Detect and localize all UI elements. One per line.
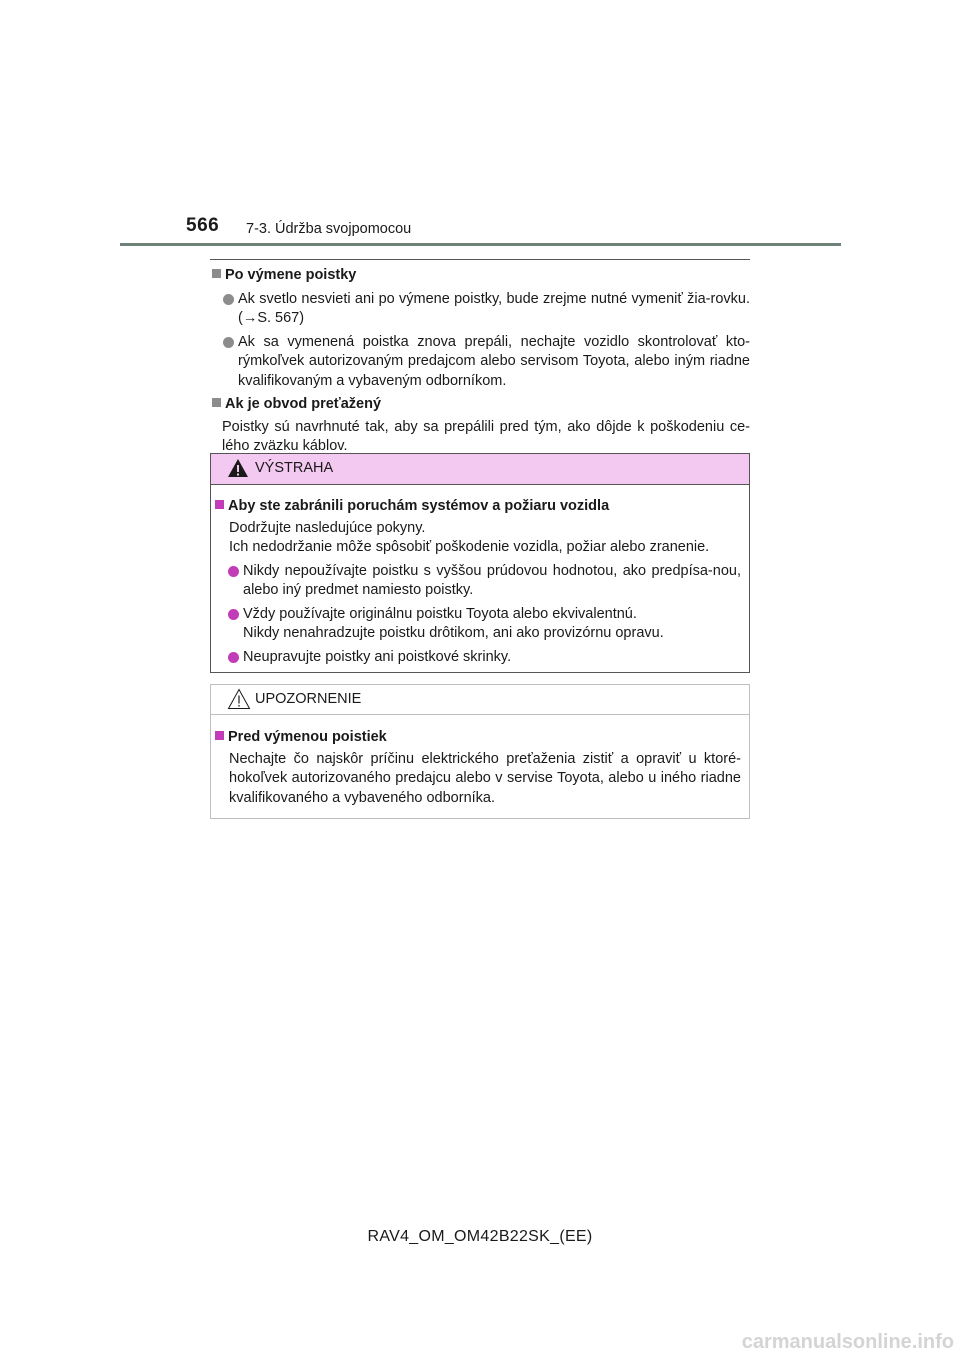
square-bullet-icon — [212, 269, 221, 278]
main-content — [210, 266, 750, 457]
caution-box — [210, 684, 750, 819]
section-divider — [210, 259, 750, 260]
heading-overloaded-circuit: Ak je obvod preťažený — [210, 395, 750, 415]
caution-heading: Pred výmenou poistiek — [211, 728, 741, 748]
list-item: Nikdy nepoužívajte poistku s vyššou prúdovou hodnotou, ako predpísa-nou, alebo iný predmet namiesto poistky. — [211, 562, 741, 601]
round-bullet-icon — [228, 652, 239, 663]
square-bullet-icon — [215, 500, 224, 509]
watermark: carmanualsonline.info — [741, 1331, 954, 1353]
square-bullet-icon — [215, 731, 224, 740]
warning-box — [210, 453, 750, 673]
round-bullet-icon — [228, 566, 239, 577]
warning-heading: Aby ste zabránili poruchám systémov a požiaru vozidla — [211, 497, 741, 517]
overloaded-text: Poistky sú navrhnuté tak, aby sa prepálili pred tým, ako dôjde k poškodeniu ce-lého zväzku káblov. — [222, 418, 750, 454]
warning-header — [211, 454, 749, 485]
round-bullet-icon — [228, 609, 239, 620]
list-item: Neupravujte poistky ani poistkové skrinky. — [211, 648, 741, 668]
header-rule — [120, 243, 841, 246]
list-item: Ak sa vymenená poistka znova prepáli, nechajte vozidlo skontrolovať kto-rýmkoľvek autorizovaným predajcom alebo servisom Toyota, alebo iným riadne kvalifikovaným a vybaveným odborníkom. — [210, 333, 750, 392]
round-bullet-icon — [223, 337, 234, 348]
warning-title: VÝSTRAHA — [255, 460, 334, 476]
section-title: 7-3. Údržba svojpomocou — [246, 221, 412, 237]
document-code: RAV4_OM_OM42B22SK_(EE) — [367, 1228, 593, 1245]
list-item: Ak svetlo nesvieti ani po výmene poistky, bude zrejme nutné vymeniť žia-rovku. (→S. 567) — [210, 290, 750, 329]
list-item: Vždy používajte originálnu poistku Toyota alebo ekvivalentnú. Nikdy nenahradzujte poistku drôtikom, ani ako provizórnu opravu. — [211, 605, 741, 644]
square-bullet-icon — [212, 398, 221, 407]
page-number: 566 — [186, 215, 220, 236]
caution-triangle-icon — [227, 688, 251, 710]
warning-body — [211, 485, 749, 667]
round-bullet-icon — [223, 294, 234, 305]
caution-title: UPOZORNENIE — [255, 691, 362, 707]
caution-header — [211, 685, 749, 715]
warning-intro: Dodržujte nasledujúce pokyny. Ich nedodržanie môže spôsobiť poškodenie vozidla, požiar alebo zranenie. — [229, 519, 710, 555]
caution-body — [211, 715, 749, 808]
caution-text: Nechajte čo najskôr príčinu elektrického preťaženia zistiť a opraviť u ktoré-hokoľvek autorizovaného predajcu alebo v servise Toyota, alebo u iného riadne kvalifikovaného a vybaveného odborníka. — [229, 750, 741, 806]
heading-after-replacement: Po výmene poistky — [210, 266, 750, 286]
warning-triangle-icon — [227, 458, 249, 478]
